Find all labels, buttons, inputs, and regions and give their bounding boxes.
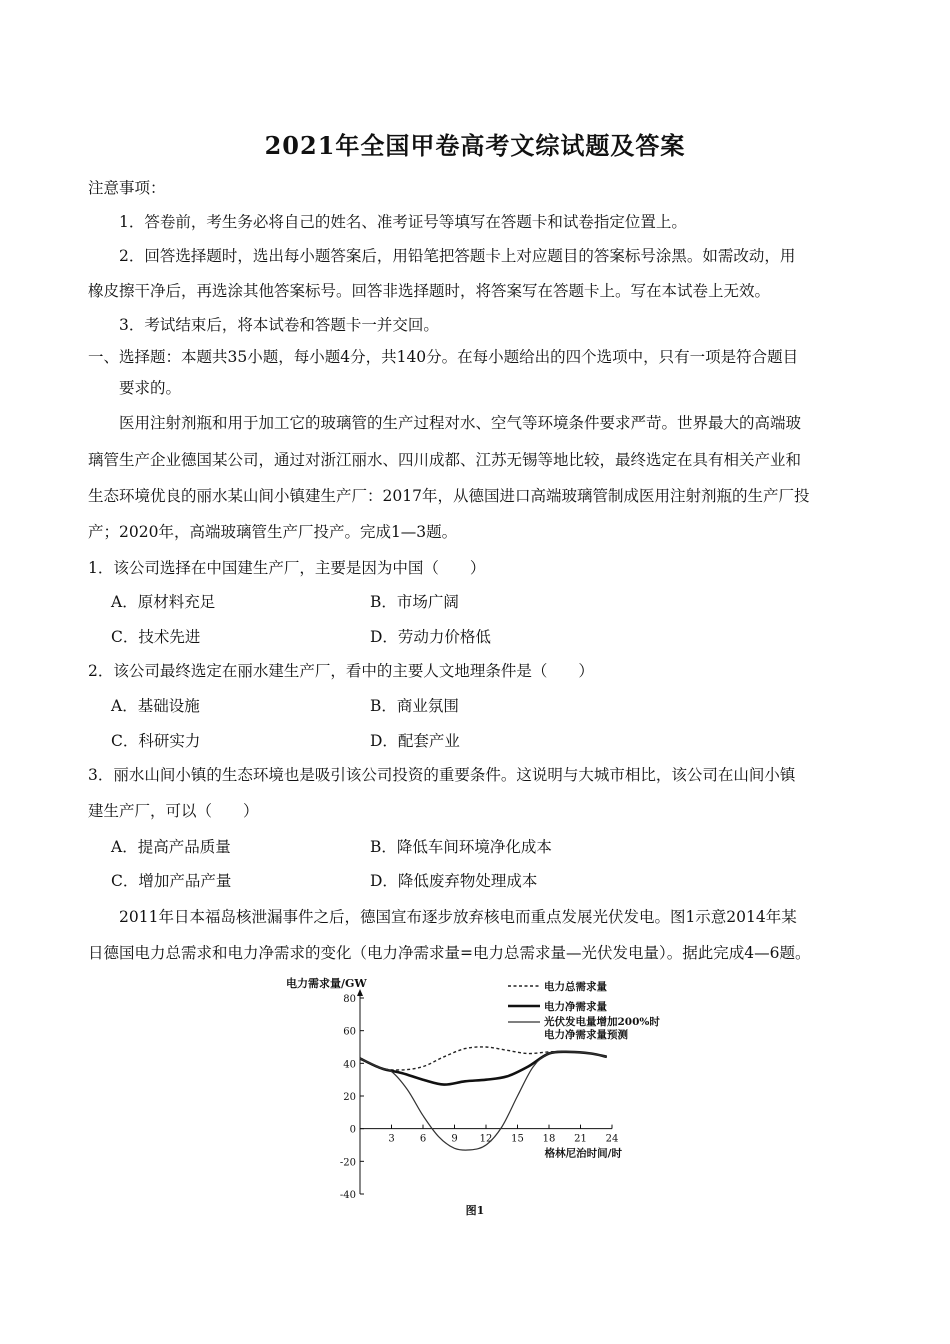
x-tick-label: 3 [388, 1133, 395, 1145]
series-total-demand [360, 1047, 607, 1070]
legend-label-forecast-2: 电力净需求量预测 [544, 1029, 628, 1041]
notice-item-3: 3．考试结束后，将本试卷和答题卡一并交回。 [119, 316, 439, 334]
y-tick-label: 60 [343, 1026, 356, 1038]
q3-option-c: C．增加产品产量 [111, 872, 232, 890]
y-axis-arrow [357, 989, 363, 996]
passage2-line-2: 日德国电力总需求和电力净需求的变化（电力净需求量=电力总需求量—光伏发电量）。据此完成4—6题。 [88, 944, 811, 962]
x-tick-label: 9 [451, 1133, 458, 1145]
y-tick-label: 80 [343, 994, 356, 1005]
passage1-line-1: 医用注射剂瓶和用于加工它的玻璃管的生产过程对水、空气等环境条件要求严苛。世界最大的高端玻 [119, 414, 802, 432]
q3-option-b: B．降低车间环境净化成本 [370, 838, 552, 856]
q2-option-c: C．科研实力 [111, 732, 201, 750]
passage1-line-2: 璃管生产企业德国某公司，通过对浙江丽水、四川成都、江苏无锡等地比较，最终选定在具有相关产业和 [88, 451, 802, 469]
q1-option-c: C．技术先进 [111, 628, 201, 646]
legend-label-total: 电力总需求量 [544, 981, 607, 993]
figure-caption: 图1 [465, 1204, 485, 1217]
notice-item-1: 1．答卷前，考生务必将自己的姓名、准考证号等填写在答题卡和试卷指定位置上。 [119, 213, 687, 231]
q1-option-b: B．市场广阔 [370, 593, 459, 611]
q2-stem: 2．该公司最终选定在丽水建生产厂，看中的主要人文地理条件是（ ） [88, 662, 594, 680]
x-tick-label: 6 [419, 1133, 427, 1145]
q1-stem: 1．该公司选择在中国建生产厂，主要是因为中国（ ） [88, 559, 486, 577]
section1-heading-b: 要求的。 [119, 379, 182, 397]
passage2-line-1: 2011年日本福岛核泄漏事件之后，德国宣布逐步放弃核电而重点发展光伏发电。图1示意2014年某 [119, 908, 797, 926]
y-axis-label: 电力需求量/GW [286, 977, 367, 990]
x-tick-label: 15 [511, 1133, 524, 1145]
q3-option-d: D．降低废弃物处理成本 [370, 872, 538, 890]
q2-option-d: D．配套产业 [370, 732, 460, 750]
y-tick-label: 0 [349, 1124, 356, 1136]
x-tick-label: 18 [542, 1133, 556, 1145]
page-title: 2021年全国甲卷高考文综试题及答案 [264, 131, 686, 160]
passage1-line-3: 生态环境优良的丽水某山间小镇建生产厂：2017年，从德国进口高端玻璃管制成医用注射剂瓶的生产厂投 [88, 487, 810, 505]
series-net-demand [360, 1052, 607, 1085]
y-tick-label: -20 [339, 1157, 356, 1169]
x-axis-label: 格林尼治时间/时 [544, 1147, 622, 1160]
legend-label-forecast-1: 光伏发电量增加200%时 [544, 1016, 660, 1028]
x-tick-label: 12 [479, 1133, 493, 1145]
notice-item-2a: 2．回答选择题时，选出每小题答案后，用铅笔把答题卡上对应题目的答案标号涂黑。如需改动，用 [119, 247, 796, 265]
q3-stem-a: 3．丽水山间小镇的生态环境也是吸引该公司投资的重要条件。这说明与大城市相比，该公司在山间小镇 [88, 766, 796, 784]
q2-option-a: A．基础设施 [111, 697, 200, 715]
legend-label-net: 电力净需求量 [544, 1001, 607, 1013]
passage1-line-4: 产；2020年，高端玻璃管生产厂投产。完成1—3题。 [88, 523, 458, 541]
section1-heading-a: 一、选择题：本题共35小题，每小题4分，共140分。在每小题给出的四个选项中，只有一项是符合题目 [88, 348, 799, 366]
x-tick-label: 21 [574, 1133, 587, 1145]
q1-option-d: D．劳动力价格低 [370, 628, 491, 646]
y-tick-label: 20 [343, 1092, 356, 1103]
notice-heading: 注意事项： [88, 179, 166, 197]
figure-1-chart [270, 972, 690, 1222]
q2-option-b: B．商业氛围 [370, 697, 459, 715]
q3-option-a: A．提高产品质量 [111, 838, 231, 856]
q3-stem-b: 建生产厂，可以（ ） [88, 802, 259, 820]
x-tick-label: 24 [605, 1133, 619, 1145]
notice-item-2b: 橡皮擦干净后，再选涂其他答案标号。回答非选择题时，将答案写在答题卡上。写在本试卷上无效。 [88, 282, 771, 300]
y-tick-label: -40 [339, 1190, 356, 1201]
q1-option-a: A．原材料充足 [111, 593, 216, 611]
y-tick-label: 40 [343, 1059, 356, 1071]
